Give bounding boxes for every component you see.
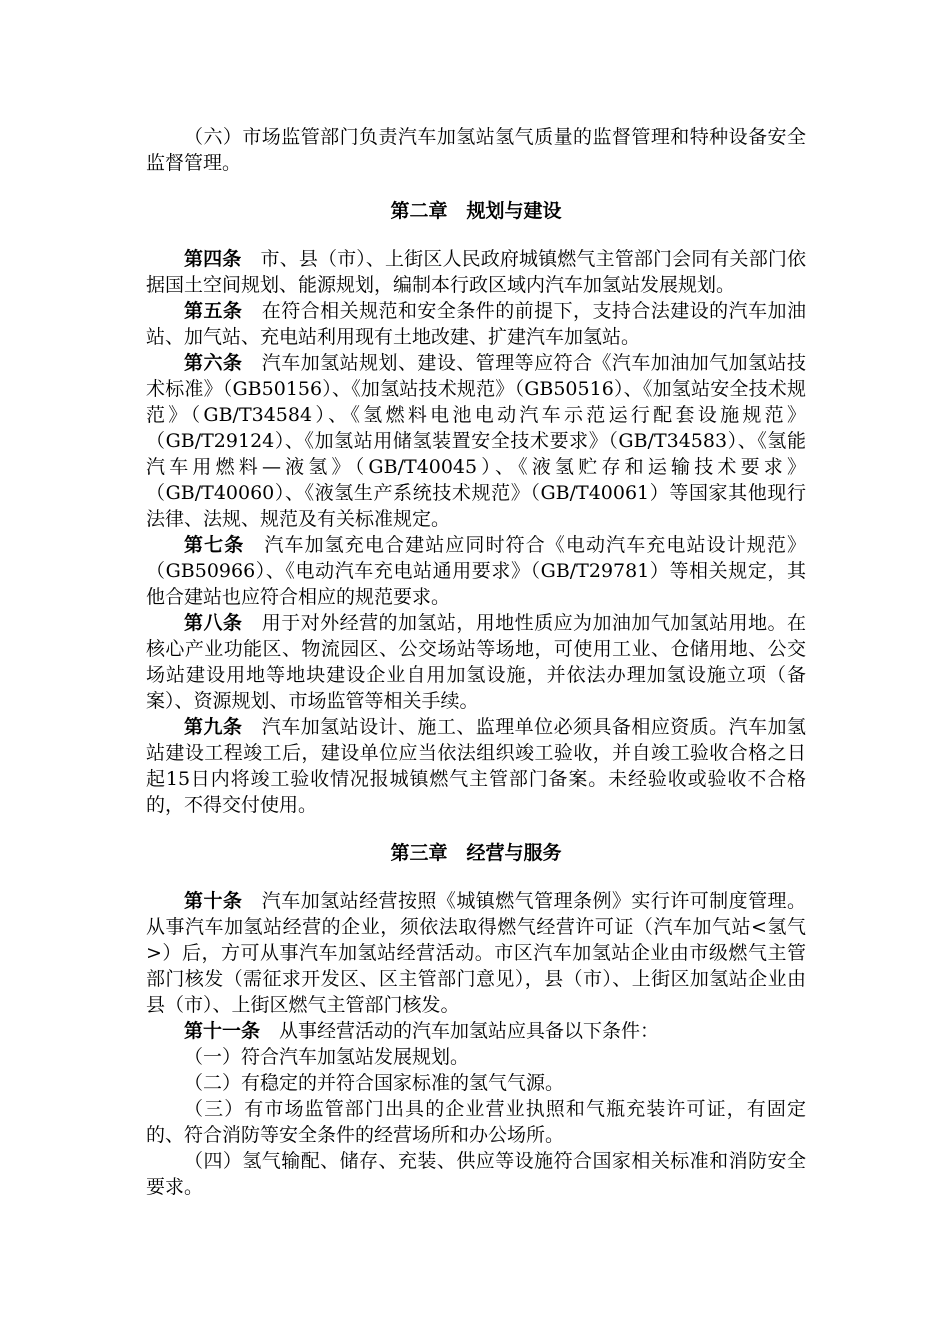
article-seven-text: 汽车加氢充电合建站应同时符合《电动汽车充电站设计规范》（GB50966）、《电动汽车充电站通用要求》（GB/T29781）等相关规定，其他合建站也应符合相应的规范要求。 — [146, 534, 806, 608]
article-four-label: 第四条 — [184, 248, 242, 270]
article-seven-label: 第七条 — [184, 534, 245, 556]
list-item: （三）有市场监管部门出具的企业营业执照和气瓶充装许可证，有固定的、符合消防等安全条件的经营场所和办公场所。 — [146, 1098, 806, 1146]
article-four-text: 市、县（市）、上街区人民政府城镇燃气主管部门会同有关部门依据国土空间规划、能源规划，编制本行政区域内汽车加氢站发展规划。 — [146, 248, 806, 296]
list-item: （一）符合汽车加氢站发展规划。 — [184, 1046, 470, 1068]
article-five-label: 第五条 — [184, 300, 243, 322]
article-four — [146, 246, 806, 298]
article-nine-text: 汽车加氢站设计、施工、监理单位必须具备相应资质。汽车加氢站建设工程竣工后，建设单位应当依法组织竣工验收，并自竣工验收合格之日起15日内将竣工验收情况报城镇燃气主管部门备案。未经验收或验收不合格的，不得交付使用。 — [146, 716, 806, 816]
list-item: （四）氢气输配、储存、充装、供应等设施符合国家相关标准和消防安全要求。 — [146, 1150, 806, 1198]
article-seven — [146, 532, 806, 610]
article-eight-text: 用于对外经营的加氢站，用地性质应为加油加气加氢站用地。在核心产业功能区、物流园区、公交场站等场地，可使用工业、仓储用地、公交场站建设用地等地块建设企业自用加氢设施，并依法办理加氢设施立项（备案）、资源规划、市场监管等相关手续。 — [146, 612, 806, 712]
article-six-label: 第六条 — [184, 352, 243, 374]
article-five — [146, 298, 806, 350]
article-eight — [146, 610, 806, 714]
item-six-paragraph: （六）市场监管部门负责汽车加氢站氢气质量的监督管理和特种设备安全监督管理。 — [146, 126, 806, 174]
article-eleven — [146, 1018, 806, 1044]
article-eleven-text: 从事经营活动的汽车加氢站应具备以下条件： — [260, 1020, 660, 1042]
article-ten-text: 汽车加氢站经营按照《城镇燃气管理条例》实行许可制度管理。从事汽车加氢站经营的企业，须依法取得燃气经营许可证（汽车加气站<氢气>）后，方可从事汽车加氢站经营活动。市区汽车加氢站企业由市级燃气主管部门核发（需征求开发区、区主管部门意见），县（市）、上街区加氢站企业由县（市）、上街区燃气主管部门核发。 — [146, 890, 806, 1016]
document-page — [146, 124, 806, 1200]
article-eleven-label: 第十一条 — [184, 1020, 261, 1042]
list-item: （二）有稳定的并符合国家标准的氢气气源。 — [184, 1072, 565, 1094]
article-eight-label: 第八条 — [184, 612, 243, 634]
chapter-three-heading: 第三章 经营与服务 — [390, 842, 562, 864]
article-ten-label: 第十条 — [184, 890, 243, 912]
article-nine-label: 第九条 — [184, 716, 243, 738]
article-six — [146, 350, 806, 532]
article-nine — [146, 714, 806, 818]
article-six-text: 汽车加氢站规划、建设、管理等应符合《汽车加油加气加氢站技术标准》（GB50156）、《加氢站技术规范》（GB50516）、《加氢站安全技术规范》（GB/T34584）、《氢燃料电池电动汽车示范运行配套设施规范》（GB/T29124）、《加氢站用储氢装置安全技术要求》（GB/T34583）、《氢能汽车用燃料—液氢》（GB/T40045）、《液氢贮存和运输技术要求》（GB/T40060）、《液氢生产系统技术规范》（GB/T40061）等国家其他现行法律、法规、规范及有关标准规定。 — [146, 352, 806, 530]
chapter-two-heading: 第二章 规划与建设 — [390, 200, 562, 222]
article-five-text: 在符合相关规范和安全条件的前提下，支持合法建设的汽车加油站、加气站、充电站利用现有土地改建、扩建汽车加氢站。 — [146, 300, 806, 348]
article-ten — [146, 888, 806, 1018]
